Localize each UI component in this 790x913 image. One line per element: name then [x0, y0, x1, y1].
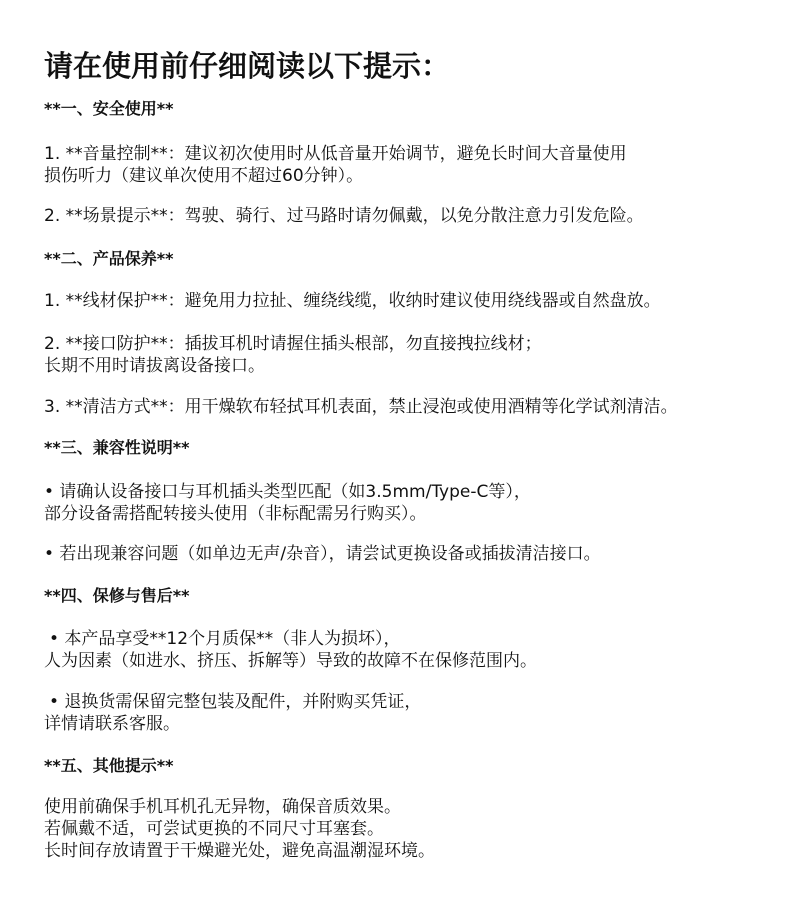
- section-heading-safety: **一、安全使用**: [44, 99, 174, 118]
- text-line: 2. **场景提示**：驾驶、骑行、过马路时请勿佩戴，以免分散注意力引发危险。: [44, 206, 644, 226]
- text-line: • 本产品享受**12个月质保**（非人为损坏），: [49, 629, 401, 649]
- text-line: 3. **清洁方式**：用干燥软布轻拭耳机表面，禁止浸泡或使用酒精等化学试剂清洁。: [44, 397, 678, 417]
- text-line: 部分设备需搭配转接头使用（非标配需另行购买）。: [44, 504, 427, 524]
- paragraph-scene-tip: [44, 205, 644, 227]
- section-heading-maintenance: **二、产品保养**: [44, 249, 174, 268]
- paragraph-port-match: [44, 481, 531, 525]
- paragraph-other-tips: [44, 796, 435, 862]
- text-line: 详情请联系客服。: [44, 714, 180, 734]
- paragraph-return-policy: [44, 691, 421, 735]
- paragraph-port-protection: [44, 333, 542, 377]
- section-heading-other-tips: **五、其他提示**: [44, 756, 174, 775]
- text-line: 使用前确保手机耳机孔无异物，确保音质效果。: [44, 797, 401, 817]
- section-heading-compatibility: **三、兼容性说明**: [44, 438, 190, 457]
- paragraph-cable-protection: [44, 290, 661, 312]
- paragraph-cleaning-method: [44, 396, 678, 418]
- section-heading-warranty: **四、保修与售后**: [44, 586, 190, 605]
- page-title: 请在使用前仔细阅读以下提示：: [44, 49, 451, 83]
- text-line: • 退换货需保留完整包装及配件，并附购买凭证，: [49, 692, 422, 712]
- text-line: • 请确认设备接口与耳机插头类型匹配（如3.5mm/Type-C等），: [44, 482, 531, 502]
- paragraph-volume-control: [44, 143, 627, 187]
- text-line: 2. **接口防护**：插拔耳机时请握住插头根部，勿直接拽拉线材；: [44, 334, 542, 354]
- text-line: • 若出现兼容问题（如单边无声/杂音），请尝试更换设备或插拔清洁接口。: [44, 544, 601, 564]
- paragraph-warranty-period: [44, 628, 537, 672]
- text-line: 1. **线材保护**：避免用力拉扯、缠绕线缆，收纳时建议使用绕线器或自然盘放。: [44, 291, 661, 311]
- text-line: 损伤听力（建议单次使用不超过60分钟）。: [44, 166, 364, 186]
- text-line: 人为因素（如进水、挤压、拆解等）导致的故障不在保修范围内。: [44, 651, 537, 671]
- text-line: 长时间存放请置于干燥避光处，避免高温潮湿环境。: [44, 841, 435, 861]
- text-line: 1. **音量控制**：建议初次使用时从低音量开始调节，避免长时间大音量使用: [44, 144, 627, 164]
- paragraph-compat-issue: [44, 543, 601, 565]
- text-line: 若佩戴不适，可尝试更换的不同尺寸耳塞套。: [44, 819, 384, 839]
- text-line: 长期不用时请拔离设备接口。: [44, 356, 265, 376]
